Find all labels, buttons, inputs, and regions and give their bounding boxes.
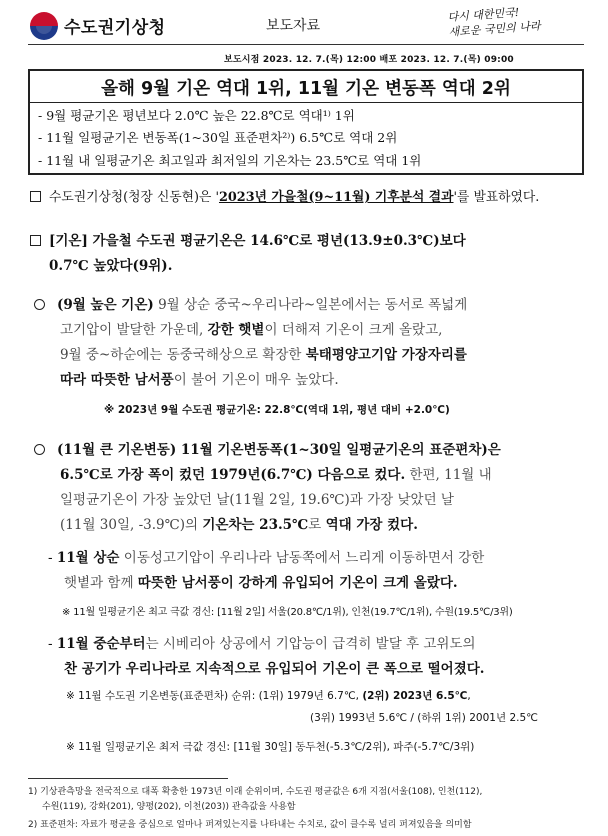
document-type: 보도자료 <box>266 18 321 34</box>
footnote-1: 1) 기상관측망을 전국적으로 대폭 확충한 1973년 이래 순위이며, 수도권 평균값은 6개 지점(서울(108), 인천(112), <box>28 787 483 797</box>
nov-line-2: 6.5℃로 가장 폭이 컸던 1979년(6.7℃) 다음으로 컸다. 한편, 11월 내 <box>60 467 492 483</box>
mid-nov-line-2: 찬 공기가 우리나라로 지속적으로 유입되어 기온이 큰 폭으로 떨어졌다. <box>64 661 485 677</box>
sept-line-1: (9월 높은 기온) 9월 상순 중국~우리나라~일본에서는 동서로 폭넓게 <box>34 293 467 313</box>
title-divider <box>30 102 582 103</box>
early-nov-line-1: - 11월 상순 이동성고기압이 우리나라 남동쪽에서 느리게 이동하면서 강한 <box>48 550 485 566</box>
sept-line-2: 고기압이 발달한 가운데, 강한 햇볕이 더해져 기온이 크게 올랐고, <box>60 322 443 338</box>
footnote-1-cont: 수원(119), 강화(201), 양평(202), 이천(203)) 관측값을 사용함 <box>42 802 296 812</box>
sept-note: ※ 2023년 9월 수도권 평균기온: 22.8℃(역대 1위, 평년 대비 +2.0℃) <box>104 404 450 416</box>
main-title: 올해 9월 기온 역대 1위, 11월 기온 변동폭 역대 2위 <box>101 79 511 99</box>
report-title: 2023년 가을철(9~11월) 기후분석 결과 <box>218 190 454 205</box>
mid-nov-note-2: (3위) 1993년 5.6℃ / (하위 1위) 2001년 2.5℃ <box>310 712 538 724</box>
document-header <box>0 0 608 50</box>
subtitle-1: - 9월 평균기온 평년보다 2.0℃ 높은 22.8℃로 역대¹⁾ 1위 <box>38 108 355 123</box>
early-nov-line-2: 햇볕과 함께 따뜻한 남서풍이 강하게 유입되어 기온이 크게 올랐다. <box>64 575 458 591</box>
title-box <box>28 69 584 175</box>
early-nov-note: ※ 11월 일평균기온 최고 극값 경신: [11월 2일] 서울(20.8℃/1위), 인천(19.7℃/1위), 수원(19.5℃/3위) <box>62 607 513 618</box>
nov-line-1: (11월 큰 기온변동) 11월 기온변동폭(1~30일 일평균기온의 표준편차)은 <box>34 438 501 458</box>
release-info: 보도시점 2023. 12. 7.(목) 12:00 배포 2023. 12. 7.(목) 09:00 <box>224 55 514 65</box>
subtitle-2: - 11월 일평균기온 변동폭(1~30일 표준편차²⁾) 6.5℃로 역대 2위 <box>38 130 398 145</box>
agency-name: 수도권기상청 <box>64 18 166 38</box>
sept-line-3: 9월 중~하순에는 동중국해상으로 확장한 북태평양고기압 가장자리를 <box>60 347 467 363</box>
mid-nov-note-3: ※ 11월 일평균기온 최저 극값 경신: [11월 30일] 동두천(-5.3℃/2위), 파주(-5.7℃/3위) <box>66 741 475 753</box>
section-temperature-line2: 0.7℃ 높았다(9위). <box>49 258 173 274</box>
mid-nov-line-1: - 11월 중순부터는 시베리아 상공에서 기압능이 급격히 발달 후 고위도의 <box>48 636 476 652</box>
government-slogan <box>447 2 559 40</box>
agency-logo-icon <box>30 12 58 40</box>
subtitle-3: - 11월 내 일평균기온 최고일과 최저일의 기온차는 23.5℃로 역대 1위 <box>38 153 422 168</box>
footnote-2: 2) 표준편차: 자료가 평균을 중심으로 얼마나 퍼져있는지를 나타내는 수치로, 값이 클수록 널리 퍼져있음을 의미함 <box>28 820 472 830</box>
nov-line-3: 일평균기온이 가장 높았던 날(11월 2일, 19.6℃)과 가장 낮았던 날 <box>60 492 454 508</box>
nov-line-4: (11월 30일, -3.9℃)의 기온차는 23.5℃로 역대 가장 컸다. <box>60 517 418 533</box>
intro-paragraph: 수도권기상청(청장 신동현)은 '2023년 가을철(9~11월) 기후분석 결과'를 발표하였다. <box>30 186 539 205</box>
square-bullet-icon <box>30 235 41 246</box>
slogan-line-2: 새로운 국민의 나라 <box>448 19 541 39</box>
mid-nov-note-1: ※ 11월 수도권 기온변동(표준편차) 순위: (1위) 1979년 6.7℃, (2위) 2023년 6.5℃, <box>66 690 471 702</box>
circle-bullet-icon <box>34 299 45 310</box>
footnote-divider <box>28 778 228 779</box>
header-divider <box>28 44 584 45</box>
section-temperature-heading: [기온] 가을철 수도권 평균기온은 14.6℃로 평년(13.9±0.3℃)보다 <box>30 229 466 249</box>
sept-line-4: 따라 따뜻한 남서풍이 불어 기온이 매우 높았다. <box>60 372 339 388</box>
circle-bullet-icon <box>34 444 45 455</box>
square-bullet-icon <box>30 191 41 202</box>
slogan-line-1: 다시 대한민국! <box>447 5 520 24</box>
